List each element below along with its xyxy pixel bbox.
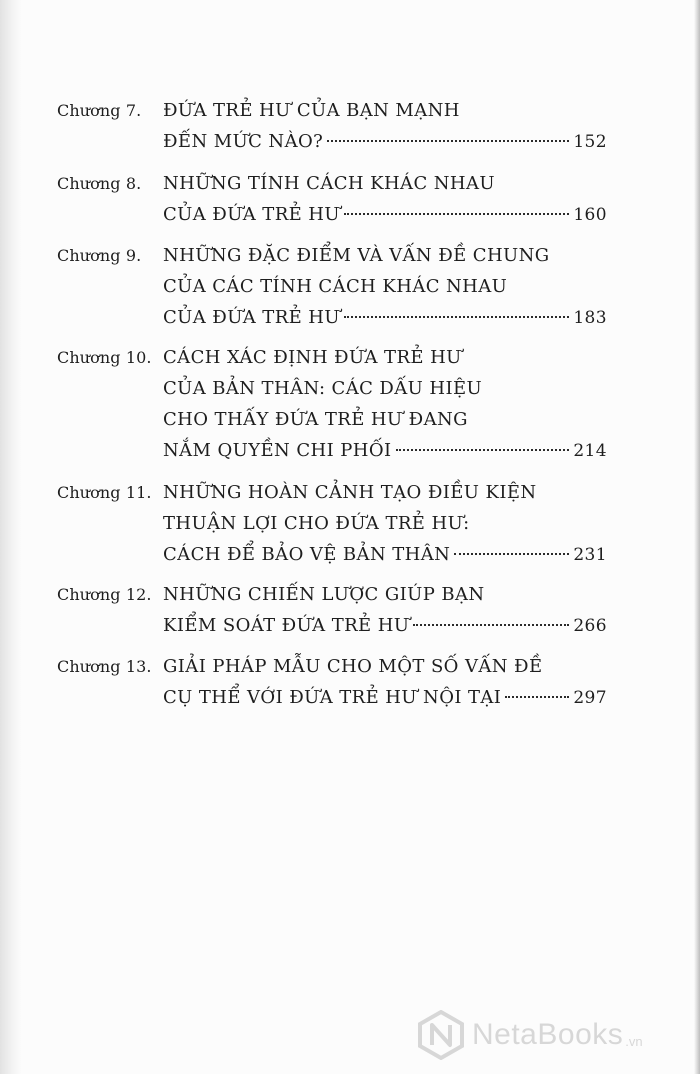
chapter-title-line: NHỮNG TÍNH CÁCH KHÁC NHAU — [163, 173, 495, 194]
chapter-title-line: CỤ THỂ VỚI ĐỨA TRẺ HƯ NỘI TẠI — [163, 687, 502, 708]
netabooks-watermark — [418, 1010, 643, 1060]
chapter-title-line: CỦA CÁC TÍNH CÁCH KHÁC NHAU — [163, 276, 508, 297]
page-number: 266 — [573, 616, 607, 636]
page-number: 297 — [573, 688, 607, 708]
chapter-title-last-line — [163, 611, 607, 641]
page-number: 152 — [573, 132, 607, 152]
chapter-number: Chương 12. — [57, 585, 152, 604]
chapter-number: Chương 13. — [57, 657, 152, 676]
chapter-title-last-line — [163, 303, 607, 333]
page-number: 183 — [573, 308, 607, 328]
chapter-title-last-line — [163, 683, 607, 713]
chapter-number: Chương 11. — [57, 483, 152, 502]
dot-leader — [344, 316, 569, 318]
chapter-number: Chương 7. — [57, 101, 142, 120]
chapter-title-line: CÁCH XÁC ĐỊNH ĐỨA TRẺ HƯ — [163, 347, 462, 368]
chapter-title-line: ĐỨA TRẺ HƯ CỦA BẠN MẠNH — [163, 100, 460, 121]
chapter-title-line: KIỂM SOÁT ĐỨA TRẺ HƯ — [163, 615, 410, 636]
chapter-title-line: NẮM QUYỀN CHI PHỐI — [163, 440, 392, 461]
chapter-title-line: NHỮNG ĐẶC ĐIỂM VÀ VẤN ĐỀ CHUNG — [163, 245, 550, 266]
page-edge-shadow — [694, 0, 700, 1074]
page-number: 160 — [573, 205, 607, 225]
netabooks-logo-icon — [418, 1010, 464, 1060]
chapter-number: Chương 10. — [57, 348, 152, 367]
chapter-title-line: CHO THẤY ĐỨA TRẺ HƯ ĐANG — [163, 409, 468, 430]
page-number: 214 — [573, 441, 607, 461]
chapter-title-line: CỦA ĐỨA TRẺ HƯ — [163, 204, 340, 225]
chapter-title-line: GIẢI PHÁP MẪU CHO MỘT SỐ VẤN ĐỀ — [163, 656, 543, 677]
dot-leader — [396, 449, 570, 451]
dot-leader — [413, 624, 569, 626]
chapter-title-line: NHỮNG HOÀN CẢNH TẠO ĐIỀU KIỆN — [163, 482, 537, 503]
dot-leader — [344, 213, 569, 215]
watermark-suffix: .vn — [625, 1033, 643, 1049]
chapter-title-line: NHỮNG CHIẾN LƯỢC GIÚP BẠN — [163, 584, 485, 605]
chapter-title-line: THUẬN LỢI CHO ĐỨA TRẺ HƯ: — [163, 513, 470, 534]
chapter-title-last-line — [163, 540, 607, 570]
chapter-title-line: ĐẾN MỨC NÀO? — [163, 131, 324, 152]
chapter-title-last-line — [163, 436, 607, 466]
chapter-title-line: CỦA ĐỨA TRẺ HƯ — [163, 307, 340, 328]
dot-leader — [505, 696, 569, 698]
chapter-title-line: CỦA BẢN THÂN: CÁC DẤU HIỆU — [163, 378, 483, 399]
page-gutter-shadow — [0, 0, 22, 1074]
chapter-title-last-line — [163, 127, 607, 157]
chapter-title-last-line — [163, 200, 607, 230]
dot-leader — [327, 140, 569, 142]
chapter-title-line: CÁCH ĐỂ BẢO VỆ BẢN THÂN — [163, 544, 451, 565]
watermark-brand: NetaBooks — [472, 1018, 624, 1051]
page-number: 231 — [573, 545, 607, 565]
dot-leader — [454, 553, 569, 555]
chapter-number: Chương 8. — [57, 174, 142, 193]
chapter-number: Chương 9. — [57, 246, 142, 265]
